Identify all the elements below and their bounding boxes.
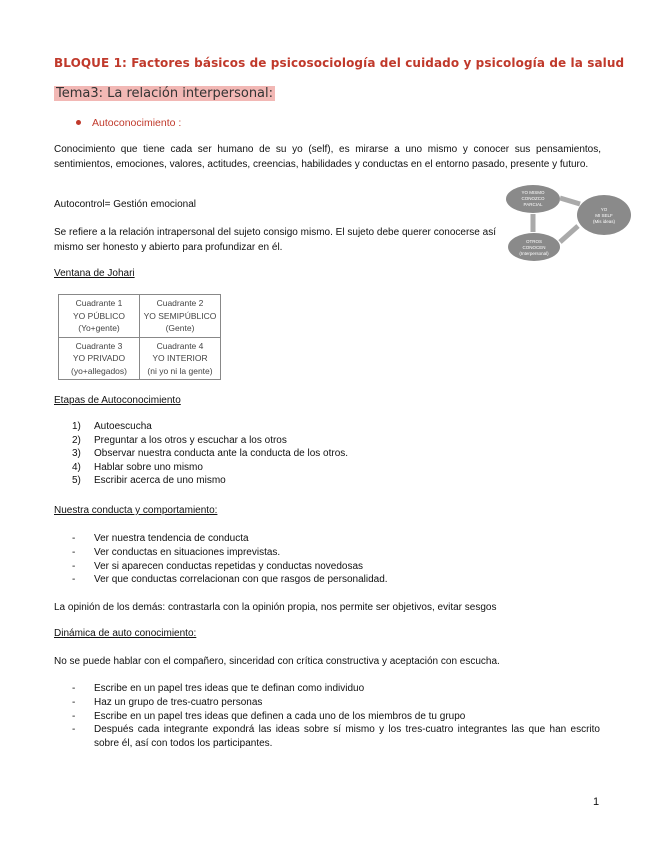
list-item-text: Escribe en un papel tres ideas que te definan como individuo — [94, 683, 365, 694]
list-item-number: 2) — [72, 434, 81, 446]
dinamica-list — [72, 682, 600, 751]
johari-q3-title: Cuadrante 3 — [75, 340, 123, 351]
list-item-text: Autoescucha — [94, 421, 152, 432]
list-item — [72, 434, 348, 448]
johari-cell-q4 — [140, 337, 221, 380]
list-item — [72, 474, 348, 488]
etapas-list — [72, 420, 348, 488]
opinion-line: La opinión de los demás: contrastarla con la opinión propia, nos permite ser objetivos, evitar sesgos — [54, 602, 497, 613]
list-item — [72, 696, 600, 710]
list-item-number: 4) — [72, 461, 81, 473]
list-item — [72, 447, 348, 461]
dash-bullet: - — [72, 683, 76, 694]
list-item-text: Después cada integrante expondrá las ideas sobre sí mismo y los tres-cuatro integrantes las que han escrito sobre él, así con todos los participantes. — [94, 724, 600, 750]
list-item-number: 3) — [72, 448, 81, 459]
paragraph-relacion-intrapersonal: Se refiere a la relación intrapersonal del sujeto consigo mismo. El sujeto debe querer conocerse así mismo ser honesto y abierto para profundizar en él. — [54, 227, 496, 253]
johari-q2-name: YO SEMIPÚBLICO — [143, 310, 217, 321]
johari-q3-desc: (yo+allegados) — [71, 365, 127, 376]
list-item — [72, 723, 600, 751]
bullet-autoconocimiento-label: Autoconocimiento : — [92, 117, 182, 129]
diagram-node2-line2: MI SELF — [595, 213, 613, 218]
page-number: 1 — [593, 796, 600, 808]
list-item-text: Preguntar a los otros y escuchar a los otros — [94, 434, 287, 446]
dash-bullet: - — [72, 533, 76, 544]
johari-window-table — [58, 294, 221, 380]
list-item-text: Ver si aparecen conductas repetidas y conductas novedosas — [94, 560, 364, 572]
list-item-text: Observar nuestra conducta ante la conducta de los otros. — [94, 448, 349, 459]
johari-row-bottom — [59, 337, 221, 380]
heading-dinamica: Dinámica de auto conocimiento: — [54, 628, 197, 639]
list-item-text: Ver que conductas correlacionan con que rasgos de personalidad. — [94, 574, 388, 586]
document-title: BLOQUE 1: Factores básicos de psicosociología del cuidado y psicología de la salud — [54, 56, 625, 70]
johari-q4-name: YO INTERIOR — [152, 353, 208, 363]
conducta-list — [72, 532, 388, 587]
diagram-node3-line3: (Interpersonal) — [519, 251, 549, 256]
list-item-number: 1) — [72, 421, 81, 432]
list-item — [72, 573, 388, 587]
diagram-node2-line3: (Mis ideas) — [592, 219, 616, 224]
johari-q2-title: Cuadrante 2 — [156, 298, 204, 308]
johari-q1-desc: (Yo+gente) — [78, 323, 120, 333]
diagram-node1-line1: YO MISMO — [521, 190, 545, 195]
dash-bullet: - — [72, 574, 76, 586]
diagram-node3-line2: CONOCEN — [522, 245, 546, 250]
johari-q1-title: Cuadrante 1 — [75, 298, 123, 308]
list-item — [72, 560, 388, 574]
list-item — [72, 420, 348, 434]
list-item — [72, 461, 348, 475]
johari-q4-title: Cuadrante 4 — [156, 340, 204, 351]
dash-bullet: - — [72, 546, 76, 558]
bullet-dot-icon — [76, 120, 81, 125]
heading-etapas: Etapas de Autoconocimiento — [54, 395, 181, 406]
johari-q4-desc: (ni yo ni la gente) — [147, 365, 213, 376]
johari-cell-q3 — [59, 337, 140, 380]
autoconocimiento-diagram — [500, 180, 632, 266]
section-heading-tema3: Tema3: La relación interpersonal: — [56, 86, 274, 101]
list-item-text: Haz un grupo de tres-cuatro personas — [94, 696, 263, 708]
diagram-node3-line1: OTROS — [525, 239, 543, 244]
heading-conducta: Nuestra conducta y comportamiento: — [54, 505, 218, 516]
johari-cell-q2 — [140, 295, 221, 338]
diagram-node1-line2: CONOZCO — [521, 196, 545, 201]
dash-bullet: - — [72, 724, 76, 736]
autocontrol-line: Autocontrol= Gestión emocional — [54, 199, 197, 210]
list-item-text: Ver conductas en situaciones imprevistas. — [94, 546, 281, 558]
list-item-text: Ver nuestra tendencia de conducta — [94, 533, 249, 544]
dash-bullet: - — [72, 696, 76, 708]
johari-cell-q1 — [59, 295, 140, 338]
paragraph-autoconocimiento: Conocimiento que tiene cada ser humano de su yo (self), es mirarse a uno mismo y conocer sus pensamientos, sentimientos, emociones, valores, actitudes, creencias, habilidades y conductas en el entorno pasado, presente y futuro. — [54, 144, 601, 170]
diagram-node1-line3: PARCIAL — [523, 202, 543, 207]
list-item-number: 5) — [72, 475, 81, 486]
list-item-text: Hablar sobre uno mismo — [94, 461, 203, 473]
list-item — [72, 682, 600, 696]
dash-bullet: - — [72, 560, 76, 572]
diagram-arrow-right — [560, 226, 578, 242]
heading-ventana-johari: Ventana de Johari — [54, 268, 135, 279]
johari-q3-name: YO PRIVADO — [72, 353, 126, 363]
list-item — [72, 710, 600, 724]
diagram-arrow-top — [560, 198, 580, 204]
bullet-autoconocimiento — [76, 117, 181, 129]
dash-bullet: - — [72, 710, 76, 722]
johari-q1-name: YO PÚBLICO — [73, 310, 125, 321]
list-item — [72, 532, 388, 546]
johari-q2-desc: (Gente) — [165, 323, 195, 333]
list-item-text: Escribir acerca de uno mismo — [94, 475, 226, 486]
johari-row-top — [59, 295, 221, 338]
list-item-text: Escribe en un papel tres ideas que definen a cada uno de los miembros de tu grupo — [94, 710, 466, 722]
dinamica-intro: No se puede hablar con el compañero, sinceridad con crítica constructiva y aceptación con escucha. — [54, 656, 500, 667]
list-item — [72, 546, 388, 560]
diagram-node2-line1: YO — [600, 207, 608, 212]
